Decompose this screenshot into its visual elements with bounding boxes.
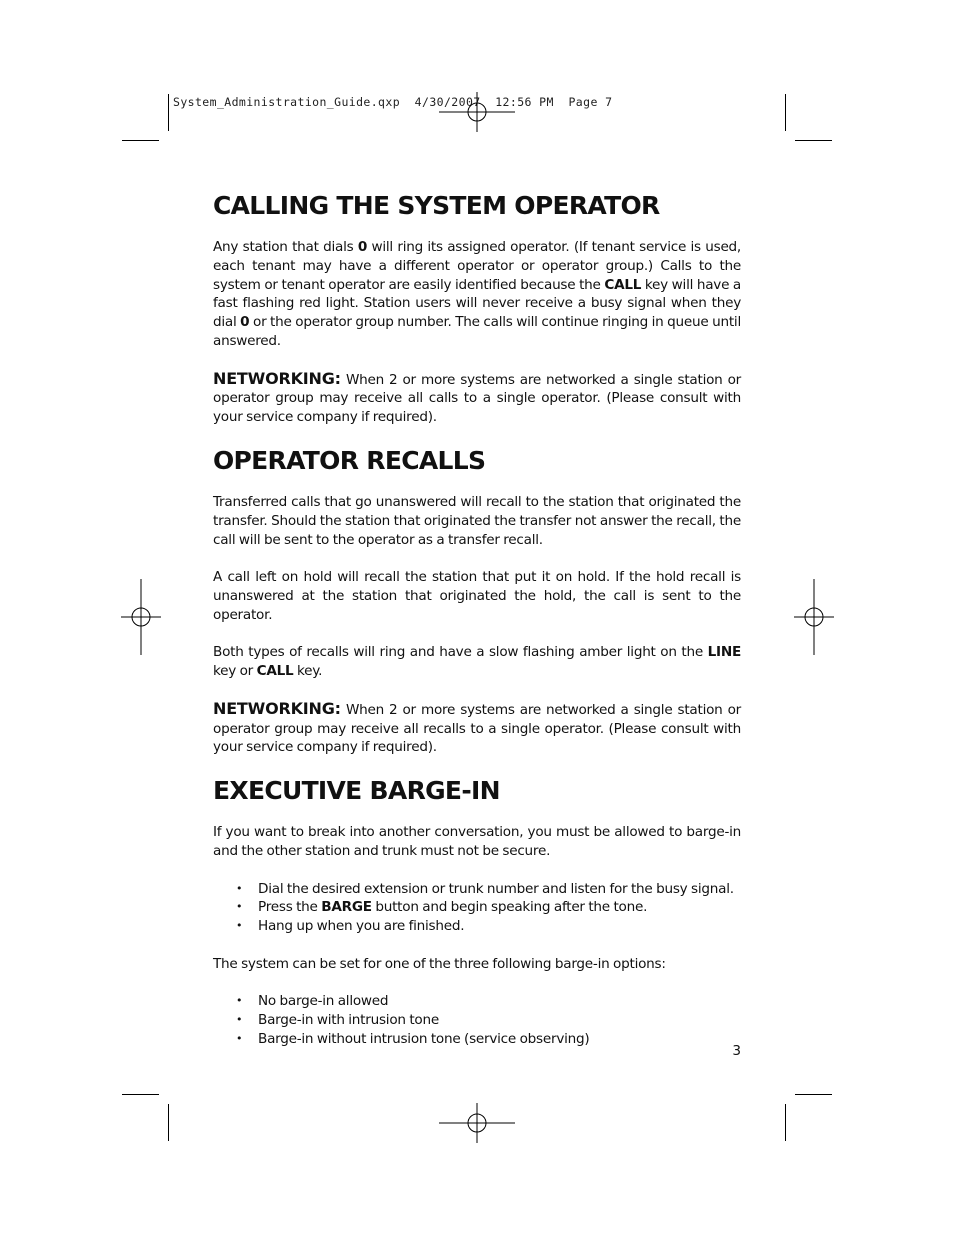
section-title-operator-recalls: OPERATOR RECALLS [213, 445, 486, 475]
recalls-networking-note: NETWORKING: When 2 or more systems are networked a single station or operator group may receive all recalls to a single operator. (Please consult with your service company if required). [213, 698, 741, 756]
list-item: • No barge-in allowed [236, 993, 389, 1010]
print-slug: System_Administration_Guide.qxp 4/30/2007 12:56 PM Page 7 [173, 95, 613, 109]
bullet-icon: • [236, 881, 243, 895]
page-content [213, 186, 741, 1049]
networking-label: NETWORKING: [213, 368, 341, 388]
crop-mark [122, 1094, 159, 1095]
list-item: • Barge-in without intrusion tone (service observing) [236, 1030, 590, 1047]
crop-mark [168, 94, 169, 131]
bullet-icon: • [236, 900, 243, 914]
crop-mark [795, 1094, 832, 1095]
barge-intro-paragraph: If you want to break into another conversation, you must be allowed to barge-in and the other station and trunk must not be secure. [213, 824, 741, 859]
bullet-icon: • [236, 994, 243, 1008]
list-item: • Barge-in with intrusion tone [236, 1012, 439, 1029]
section-title-calling-operator: CALLING THE SYSTEM OPERATOR [213, 191, 660, 220]
crop-mark [122, 140, 159, 141]
recalls-paragraph-transfer: Transferred calls that go unanswered will recall to the station that originated the transfer. Should the station that originated the transfer not answer the recall, the call will be sent to the operator as a transfer recall. [213, 493, 741, 548]
registration-mark-icon [439, 92, 515, 132]
operator-paragraph: Any station that dials 0 will ring its assigned operator. (If tenant service is used, each tenant may have a different operator or operator group.) Calls to the system or tenant operator are easily identified because the CALL key will have a fast flashing red light. Station users will never receive a busy signal when they dial 0 or the operator group number. The calls will continue ringing in queue until answered. [213, 239, 742, 349]
crop-mark [168, 1104, 169, 1141]
list-item: • Hang up when you are finished. [236, 918, 465, 935]
crop-mark [785, 94, 786, 131]
registration-mark-icon [794, 579, 834, 655]
bullet-icon: • [236, 1013, 243, 1027]
registration-mark-icon [121, 579, 161, 655]
section-title-executive-barge-in: EXECUTIVE BARGE-IN [213, 776, 500, 806]
bullet-icon: • [236, 1031, 243, 1045]
barge-options-intro: The system can be set for one of the three following barge-in options: [213, 955, 666, 972]
list-item: • Press the BARGE button and begin speaking after the tone. [236, 899, 648, 916]
crop-mark [785, 1104, 786, 1141]
registration-mark-icon [439, 1103, 515, 1143]
recalls-paragraph-hold: A call left on hold will recall the station that put it on hold. If the hold recall is unanswered at the station that originated the hold, the call is sent to the operator. [213, 569, 741, 623]
page-number: 3 [732, 1043, 741, 1059]
recalls-paragraph-lights: Both types of recalls will ring and have a slow flashing amber light on the LINE key or CALL key. [213, 644, 741, 680]
barge-options-list [213, 992, 741, 1048]
barge-steps-list [213, 880, 741, 936]
networking-label: NETWORKING: [213, 698, 341, 718]
list-item: • Dial the desired extension or trunk number and listen for the busy signal. [236, 880, 734, 897]
crop-mark [795, 140, 832, 141]
bullet-icon: • [236, 919, 243, 933]
operator-networking-note: NETWORKING: When 2 or more systems are networked a single station or operator group may receive all calls to a single operator. (Please consult with your service company if required). [213, 368, 741, 426]
